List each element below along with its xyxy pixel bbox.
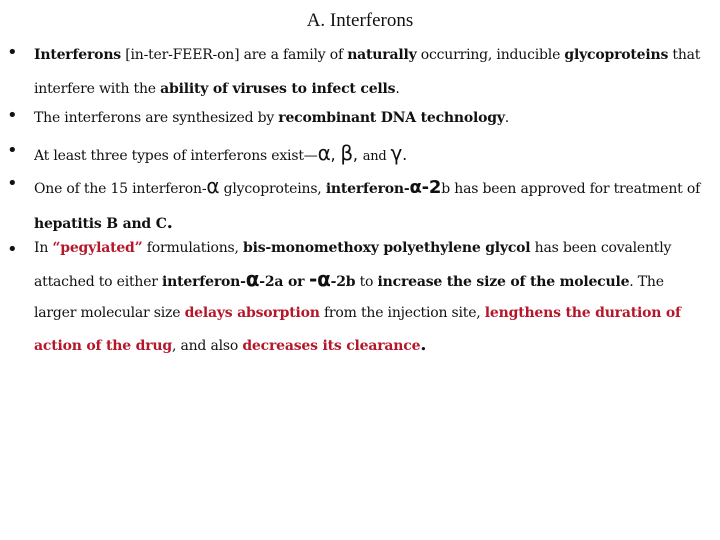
greek-alpha: α <box>317 141 331 165</box>
text: [in-ter-FEER-on] are a family of <box>120 47 348 63</box>
text-bold: bis-monomethoxy polyethylene glycol <box>243 240 531 256</box>
text: . The larger molecular size <box>34 274 664 321</box>
text: occurring, inducible <box>416 47 565 63</box>
text: , <box>330 145 341 164</box>
text: . <box>420 334 427 355</box>
text: . <box>395 81 400 97</box>
text: At least three types of interferons exist— <box>34 148 318 164</box>
text-bold-red: “pegylated” <box>52 240 143 256</box>
bullet-dot-icon: • <box>7 239 18 260</box>
bullet-synthesis <box>7 101 710 135</box>
bullet-interferon-alpha <box>7 169 710 241</box>
greek-alpha: -α <box>308 267 331 291</box>
text: The interferons are synthesized by <box>34 110 279 126</box>
text: glycoproteins, <box>219 181 326 197</box>
text: and <box>362 149 391 164</box>
greek-alpha: α <box>206 174 220 198</box>
text-bold: α-2 <box>409 177 442 198</box>
text-bold: interferon- <box>162 274 246 290</box>
greek-alpha: α <box>245 267 260 291</box>
text: , <box>352 145 363 164</box>
text-bold: recombinant DNA technology <box>278 110 505 126</box>
slide-title: A. Interferons <box>306 10 414 31</box>
text: that interfere with the <box>34 47 701 97</box>
text: b <box>441 181 451 197</box>
text-bold: hepatitis B and C <box>34 216 167 232</box>
text: , and also <box>171 338 243 354</box>
text-bold: interferon- <box>325 181 410 197</box>
text-bold-red: delays absorption <box>184 305 320 321</box>
text: . <box>504 110 510 126</box>
bullet-dot-icon: • <box>7 140 18 161</box>
bullet-pegylated <box>7 233 710 362</box>
text: has been approved for treatment of <box>450 181 701 197</box>
greek-gamma: γ <box>390 141 403 165</box>
text: . <box>402 145 407 164</box>
text-bold: increase the size of the molecule <box>377 274 630 290</box>
bullet-dot-icon: • <box>7 42 18 63</box>
text-bold: -2b <box>330 274 356 290</box>
text: One of the 15 interferon- <box>34 181 207 197</box>
text-bold-red: lengthens the duration of action of the drug <box>34 305 681 354</box>
text-bold: -2a or <box>259 274 309 290</box>
text-bold: naturally <box>347 47 417 63</box>
bullet-dot-icon: • <box>7 173 18 194</box>
text: In <box>34 240 53 256</box>
text: from the injection site, <box>319 305 485 321</box>
term-interferons: Interferons <box>34 47 121 63</box>
text-bold-red: decreases its clearance <box>242 338 421 354</box>
text: . <box>166 212 173 233</box>
text-bold: glycoproteins <box>564 47 669 63</box>
text: to <box>355 274 378 290</box>
text: formulations, <box>142 240 244 256</box>
text-bold: ability of viruses to infect cells <box>160 81 396 97</box>
bullet-dot-icon: • <box>7 105 18 126</box>
greek-beta: β <box>340 141 353 165</box>
text: has been covalently attached to either <box>34 240 672 290</box>
bullet-interferons-definition <box>7 38 710 106</box>
